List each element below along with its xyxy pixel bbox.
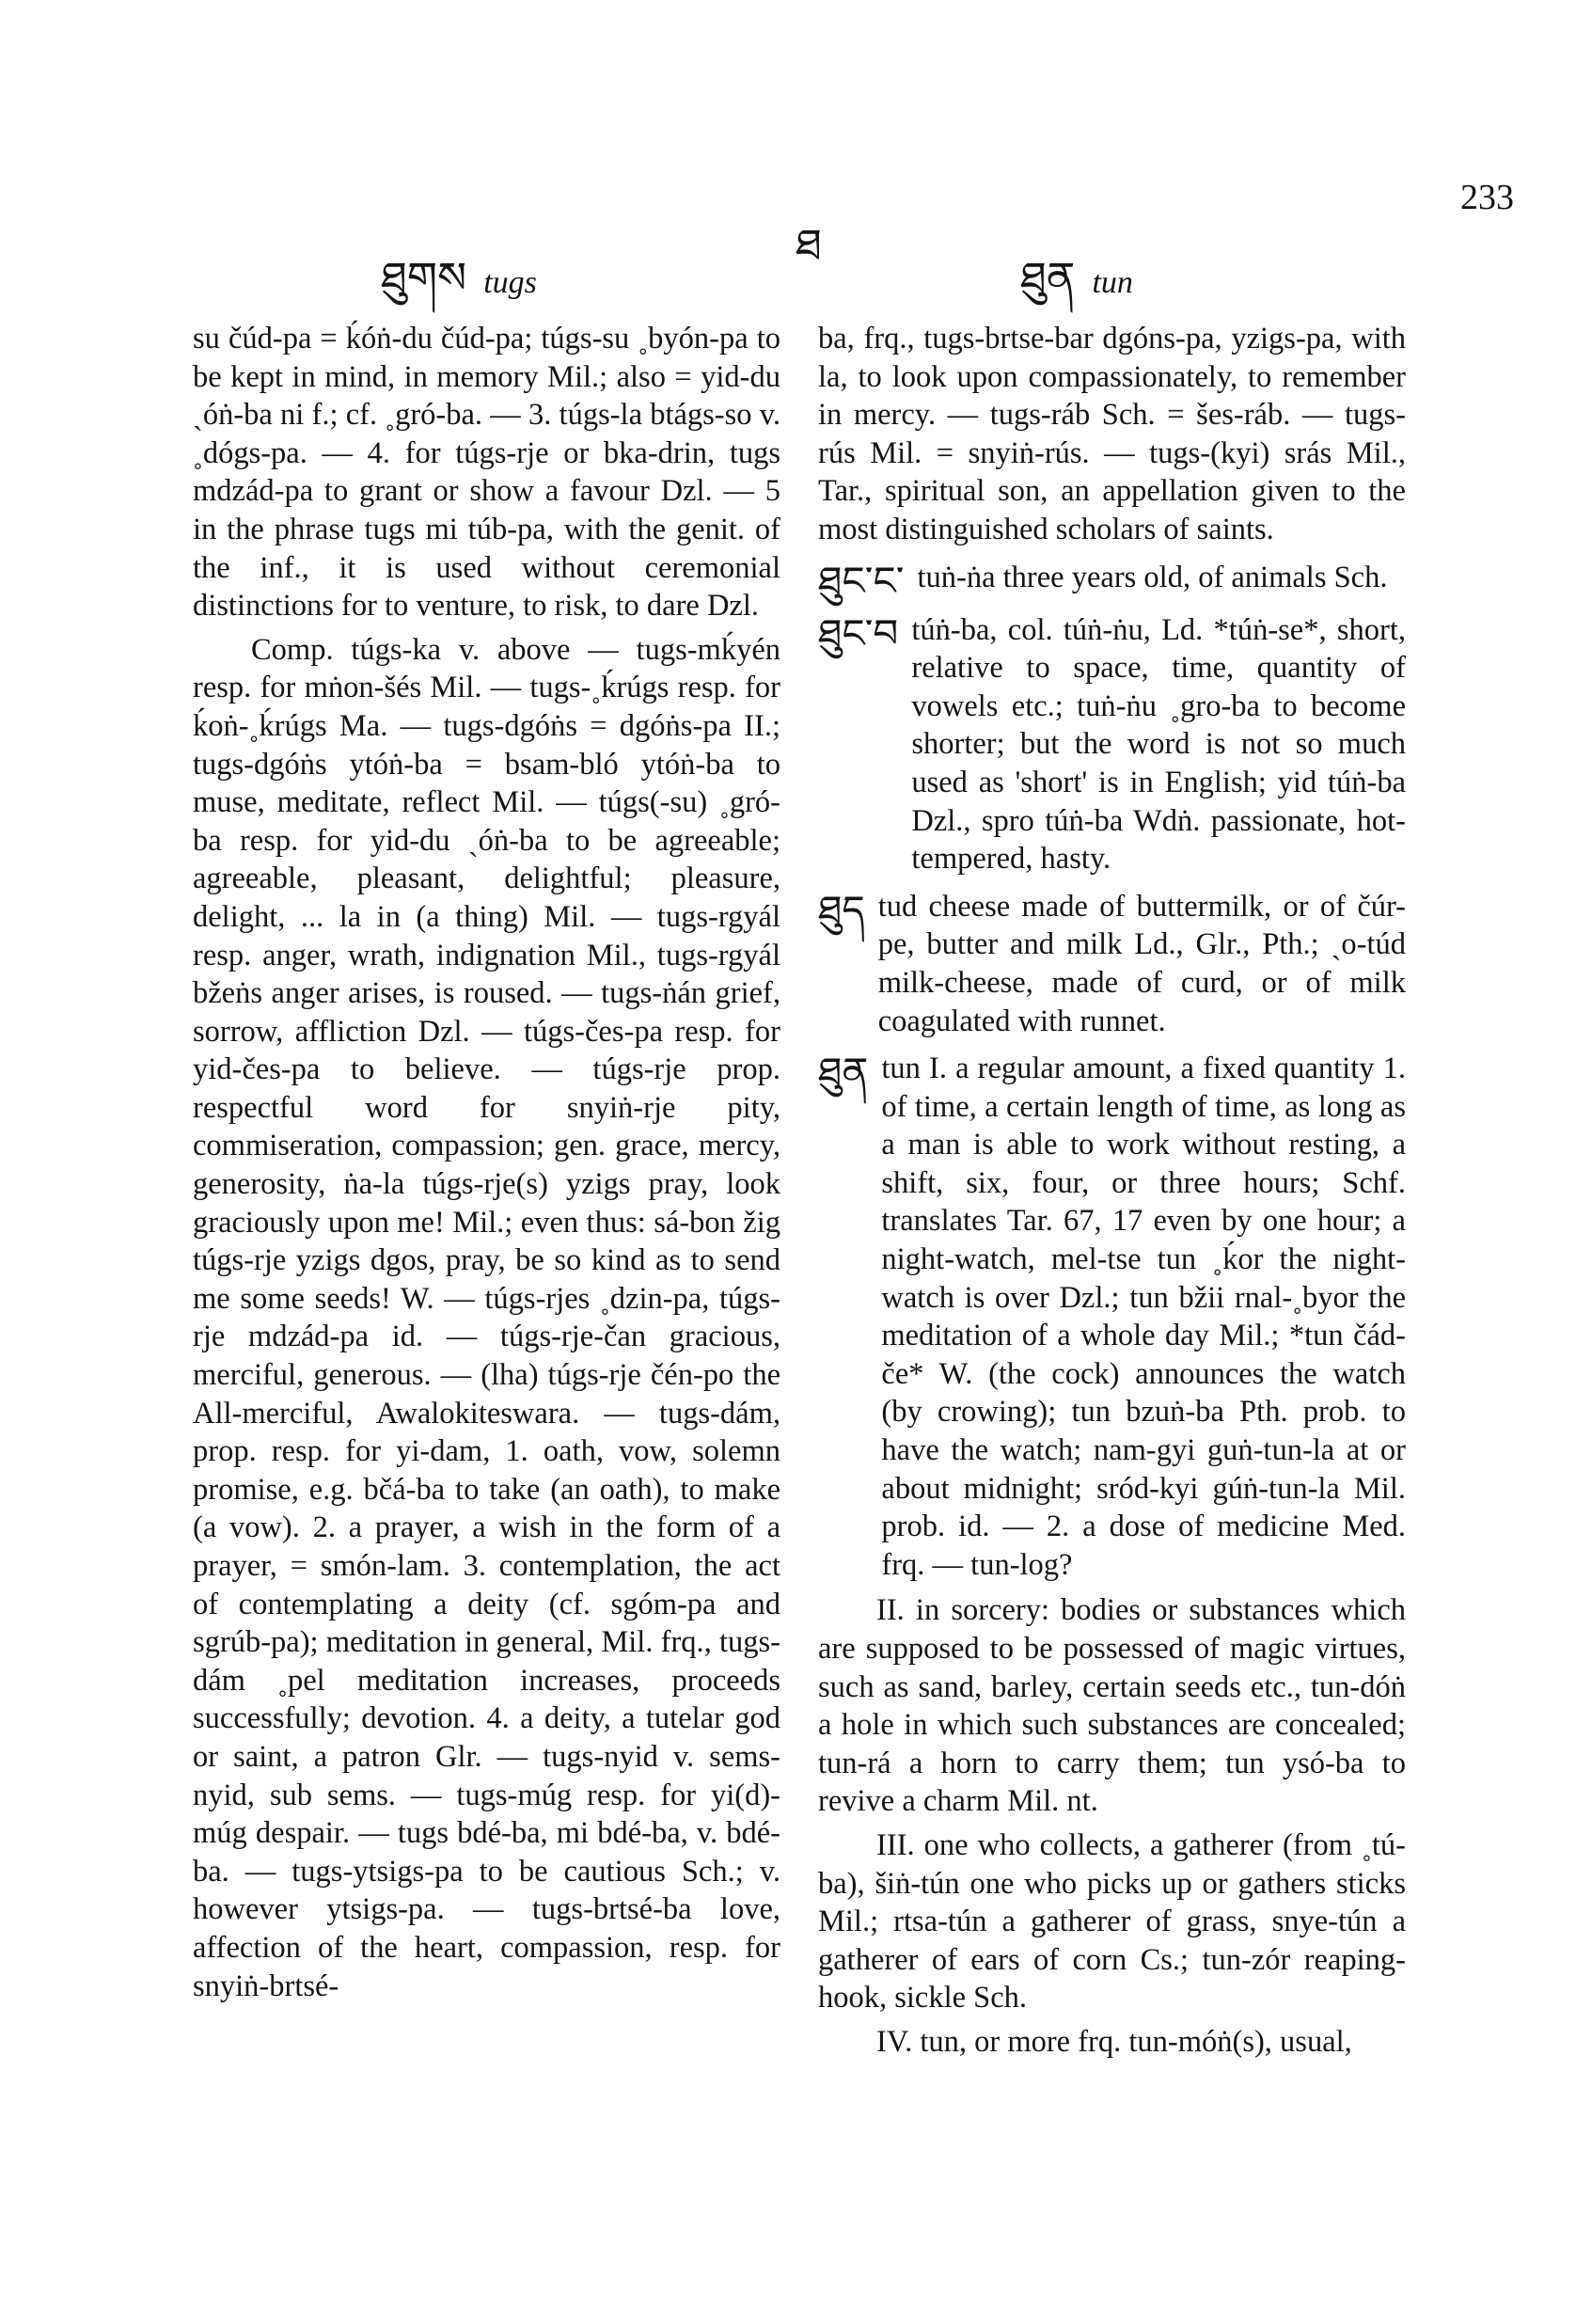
header-right-translit: tun: [1092, 265, 1133, 300]
dictionary-entry: [818, 888, 1406, 1040]
right-intro: ba, frq., tugs-brtse-bar dgóns-pa, yzigs-pa, with la, to look upon compassionately, to remember in mercy. — tugs-ráb Sch. = šes-ráb. — tugs-rús Mil. = snyiṅ-rús. — tugs-(kyi) srás Mil., Tar., spiritual son, an appellation given to the most distinguished scholars of saints.: [818, 322, 1406, 546]
left-paragraph: su čúd-pa = ḱóṅ-du čúd-pa; túgs-su ˳byón-pa to be kept in mind, in memory Mil.; also = yid-du ˏóṅ-ba ni f.; cf. ˳gró-ba. — 3. túgs-la btágs-so v. ˳dógs-pa. — 4. for túgs-rje or bka-drin, tugs mdzád-pa to grant or show a favour Dzl. — 5 in the phrase tugs mi túb-pa, with the genit. of the inf., it is used without ceremonial distinctions for to venture, to risk, to dare Dzl.: [193, 322, 780, 624]
right-paragraph: IV. tun, or more frq. tun-móṅ(s), usual,: [876, 2024, 1352, 2059]
dictionary-entry: [818, 559, 1406, 602]
entry-headword: ཐུད: [818, 886, 865, 933]
entry-text: tuṅ-ṅa three years old, of animals Sch.: [917, 560, 1388, 594]
right-paragraph: III. one who collects, a gatherer (from ˳tú-ba), šiṅ-tún one who picks up or gathers sticks Mil.; rtsa-tún a gatherer of grass, snye-tún a gatherer of ears of corn Cs.; tun-zór reaping-hook, sickle Sch.: [818, 1827, 1406, 2016]
left-paragraph: Comp. túgs-ka v. above — tugs-mḱyén resp. for mṅon-šés Mil. — tugs-˳ḱrúgs resp. for ḱoṅ-˳ḱrúgs Ma. — tugs-dgóṅs = dgóṅs-pa II.; tugs-dgóṅs ytóṅ-ba = bsam-bló ytóṅ-ba to muse, meditate, reflect Mil. — túgs(-su) ˳gró-ba resp. for yid-du ˏóṅ-ba to be agreeable; agreeable, pleasant, delightful; pleasure, delight, ... la in (a thing) Mil. — tugs-rgyál resp. anger, wrath, indignation Mil., tugs-rgyál bžeṅs anger arises, is roused. — tugs-ṅán grief, sorrow, affliction Dzl. — túgs-čes-pa resp. for yid-čes-pa to believe. — túgs-rje prop. respectful word for snyiṅ-rje pity, commiseration, compassion; gen. grace, mercy, generosity, ṅa-la túgs-rje(s) yzigs pray, look graciously upon me! Mil.; even thus: sá-bon žig túgs-rje yzigs dgos, pray, be so kind as to send me some seeds! W. — túgs-rjes ˳dzin-pa, túgs-rje mdzád-pa id. — túgs-rje-čan gracious, merciful, generous. — (lha) túgs-rje čén-po the All-merciful, Awalokiteswara. — tugs-dám, prop. resp. for yi-dam, 1. oath, vow, solemn promise, e.g. bčá-ba to take (an oath), to make (a vow). 2. a prayer, a wish in the form of a prayer, = smón-lam. 3. contemplation, the act of contemplating a deity (cf. sgóm-pa and sgrúb-pa); meditation in general, Mil. frq., tugs-dám ˳pel meditation increases, proceeds successfully; devotion. 4. a deity, a tutelar god or saint, a patron Glr. — tugs-nyid v. sems-nyid, sub sems. — tugs-múg resp. for yi(d)-múg despair. — tugs bdé-ba, mi bdé-ba, v. bdé-ba. — tugs-ytsigs-pa to be cautious Sch.; v. however ytsigs-pa. — tugs-brtsé-ba love, affection of the heart, compassion, resp. for snyiṅ-brtsé-: [193, 632, 780, 2003]
entry-text: tud cheese made of buttermilk, or of čúr-pe, butter and milk Ld., Glr., Pth.; ˏo-túd milk-cheese, made of curd, or of milk coagulated with runnet.: [877, 889, 1406, 1038]
header-left-translit: tugs: [483, 265, 537, 300]
left-column: [193, 320, 780, 2011]
page-number: 233: [1460, 178, 1514, 217]
entry-text: tun I. a regular amount, a fixed quantity 1. of time, a certain length of time, as long as a man is able to work without resting, a shift, six, four, or three hours; Schf. translates Tar. 67, 17 even by one hour; a night-watch, mel-tse tun ˳ḱor the night-watch is over Dzl.; tun bžii rnal-˳byor the meditation of a whole day Mil.; *tun čád-če* W. (the cock) announces the watch (by crowing); tun bzuṅ-ba Pth. prob. to have the watch; nam-gyi guṅ-tun-la at or about midnight; sród-kyi gúṅ-tun-la Mil. prob. id. — 2. a dose of medicine Med. frq. — tun-log?: [881, 1051, 1406, 1582]
right-paragraph: II. in sorcery: bodies or substances which are supposed to be possessed of magic virtues, such as sand, barley, certain seeds etc., tun-dóṅ a hole in which such substances are concealed; tun-rá a horn to carry them; tun ysó-ba to revive a charm Mil. nt.: [818, 1593, 1406, 1819]
header-right-tibetan: ཐུན: [1020, 252, 1076, 303]
entry-headword: ཐུན: [818, 1049, 869, 1096]
entry-text: túṅ-ba, col. túṅ-ṅu, Ld. *túṅ-se*, short, relative to space, time, quantity of vowels etc.; tuṅ-ṅu ˳gro-ba to become shorter; but the word is not so much used as 'short' is in English; yid túṅ-ba Dzl., spro túṅ-ba Wdṅ. passionate, hot-tempered, hasty.: [911, 612, 1406, 877]
header-left-tibetan: ཐུགས: [381, 252, 467, 303]
section-letter: ཐ: [796, 219, 822, 270]
entry-headword: ཐུང་ང་: [818, 557, 905, 604]
right-column: [818, 320, 1406, 2067]
dictionary-entry: [818, 1050, 1406, 1584]
entry-headword: ཐུང་བ: [818, 609, 899, 656]
dictionary-entry: [818, 611, 1406, 878]
